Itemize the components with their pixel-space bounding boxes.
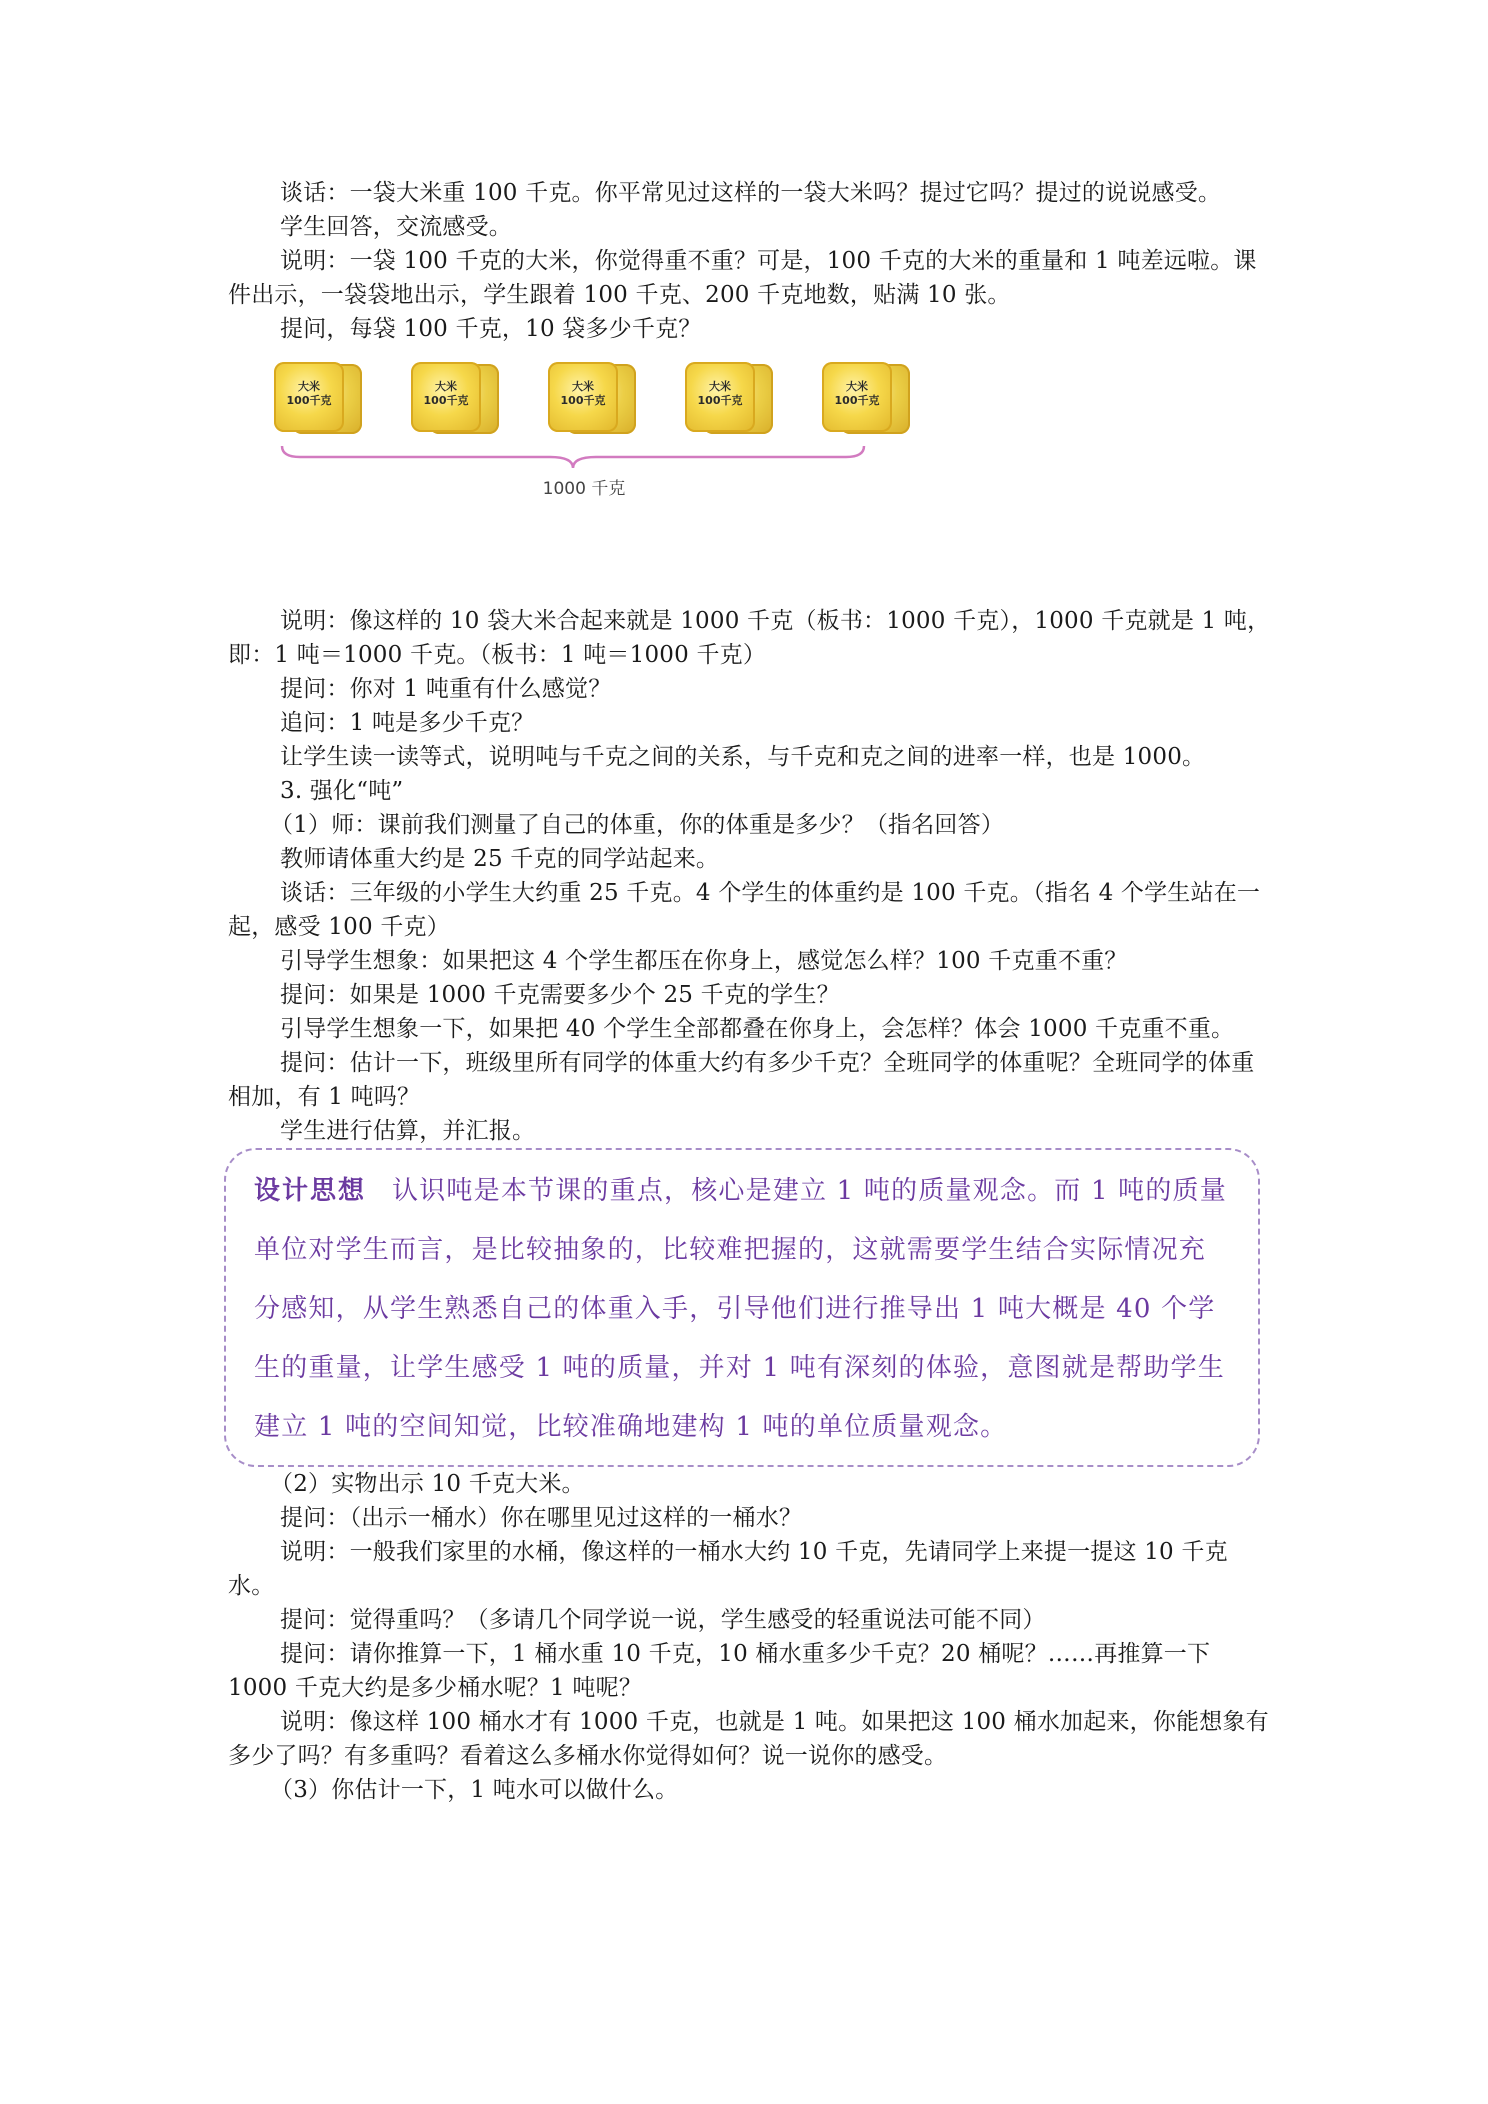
rice-bag-icon: 大米 100千克 [274, 362, 344, 432]
paragraph: 学生进行估算，并汇报。 [280, 1118, 536, 1144]
paragraph: 提问，每袋 100 千克，10 袋多少千克？ [280, 316, 702, 342]
paragraph: （1）师：课前我们测量了自己的体重，你的体重是多少？（指名回答） [270, 812, 1005, 838]
paragraph: 说明：一袋 100 千克的大米，你觉得重不重？可是，100 千克的大米的重量和 1 吨差远啦。课件出示，一袋袋地出示，学生跟着 100 千克、200 千克地数，贴满 10 张。 [228, 248, 1257, 308]
rice-bag-icon: 大米 100千克 [685, 362, 755, 432]
document-page [228, 176, 1273, 1807]
paragraph: 谈话：一袋大米重 100 千克。你平常见过这样的一袋大米吗？提过它吗？提过的说说感受。 [280, 180, 1222, 206]
paragraph: 引导学生想象一下，如果把 40 个学生全部都叠在你身上，会怎样？体会 1000 千克重不重。 [280, 1016, 1235, 1042]
paragraph: 说明：一般我们家里的水桶，像这样的一桶水大约 10 千克，先请同学上来提一提这 10 千克水。 [228, 1539, 1228, 1599]
figure-total-label: 1000 千克 [542, 479, 626, 499]
rice-bag-pair [274, 362, 364, 434]
paragraph: 追问：1 吨是多少千克？ [280, 710, 535, 736]
paragraph: 引导学生想象：如果把这 4 个学生都压在你身上，感觉怎么样？100 千克重不重？ [280, 948, 1128, 974]
paragraph: 说明：像这样的 10 袋大米合起来就是 1000 千克（板书：1000 千克），1000 千克就是 1 吨，即：1 吨＝1000 千克。（板书：1 吨＝1000 千克） [228, 608, 1271, 668]
section-heading: 3. 强化“吨” [280, 778, 404, 804]
paragraph: 提问：你对 1 吨重有什么感觉？ [280, 676, 612, 702]
rice-bag-pair [822, 362, 912, 434]
paragraph: 提问：请你推算一下，1 桶水重 10 千克，10 桶水重多少千克？20 桶呢？……再推算一下 1000 千克大约是多少桶水呢？1 吨呢？ [228, 1641, 1211, 1701]
paragraph: 让学生读一读等式，说明吨与千克之间的关系，与千克和克之间的进率一样，也是 1000。 [280, 744, 1206, 770]
design-thinking-title: 设计思想 [254, 1176, 367, 1206]
paragraph: 提问：估计一下，班级里所有同学的体重大约有多少千克？全班同学的体重呢？全班同学的体重相加，有 1 吨吗？ [228, 1050, 1255, 1110]
curly-brace [280, 444, 866, 470]
paragraph: 提问：（出示一桶水）你在哪里见过这样的一桶水？ [280, 1505, 803, 1531]
rice-bag-pair [685, 362, 775, 434]
paragraph: 提问：觉得重吗？（多请几个同学说一说，学生感受的轻重说法可能不同） [280, 1607, 1046, 1633]
design-thinking-body: 认识吨是本节课的重点，核心是建立 1 吨的质量观念。而 1 吨的质量单位对学生而言，是比较抽象的，比较难把握的，这就需要学生结合实际情况充分感知，从学生熟悉自己的体重入手，引导他们进行推导出 1 吨大概是 40 个学生的重量，让学生感受 1 吨的质量，并对 1 吨有深刻的体验，意图就是帮助学生建立 1 吨的空间知觉，比较准确地建构 1 吨的单位质量观念。 [254, 1176, 1227, 1442]
rice-bag-icon: 大米 100千克 [822, 362, 892, 432]
paragraph: 教师请体重大约是 25 千克的同学站起来。 [280, 846, 720, 872]
rice-bag-pair [548, 362, 638, 434]
paragraph: 谈话：三年级的小学生大约重 25 千克。4 个学生的体重约是 100 千克。（指名 4 个学生站在一起，感受 100 千克） [228, 880, 1261, 940]
design-thinking-box [224, 1148, 1260, 1467]
rice-bags-figure [228, 362, 1273, 534]
paragraph: 说明：像这样 100 桶水才有 1000 千克，也就是 1 吨。如果把这 100 桶水加起来，你能想象有多少了吗？有多重吗？看着这么多桶水你觉得如何？说一说你的感受。 [228, 1709, 1269, 1769]
paragraph: 提问：如果是 1000 千克需要多少个 25 千克的学生？ [280, 982, 840, 1008]
design-thinking-text [254, 1162, 1228, 1457]
rice-bag-pair [411, 362, 501, 434]
paragraph: （3）你估计一下，1 吨水可以做什么。 [270, 1777, 679, 1803]
paragraph: （2）实物出示 10 千克大米。 [270, 1471, 585, 1497]
paragraph: 学生回答，交流感受。 [280, 214, 512, 240]
rice-bag-icon: 大米 100千克 [411, 362, 481, 432]
rice-bag-icon: 大米 100千克 [548, 362, 618, 432]
